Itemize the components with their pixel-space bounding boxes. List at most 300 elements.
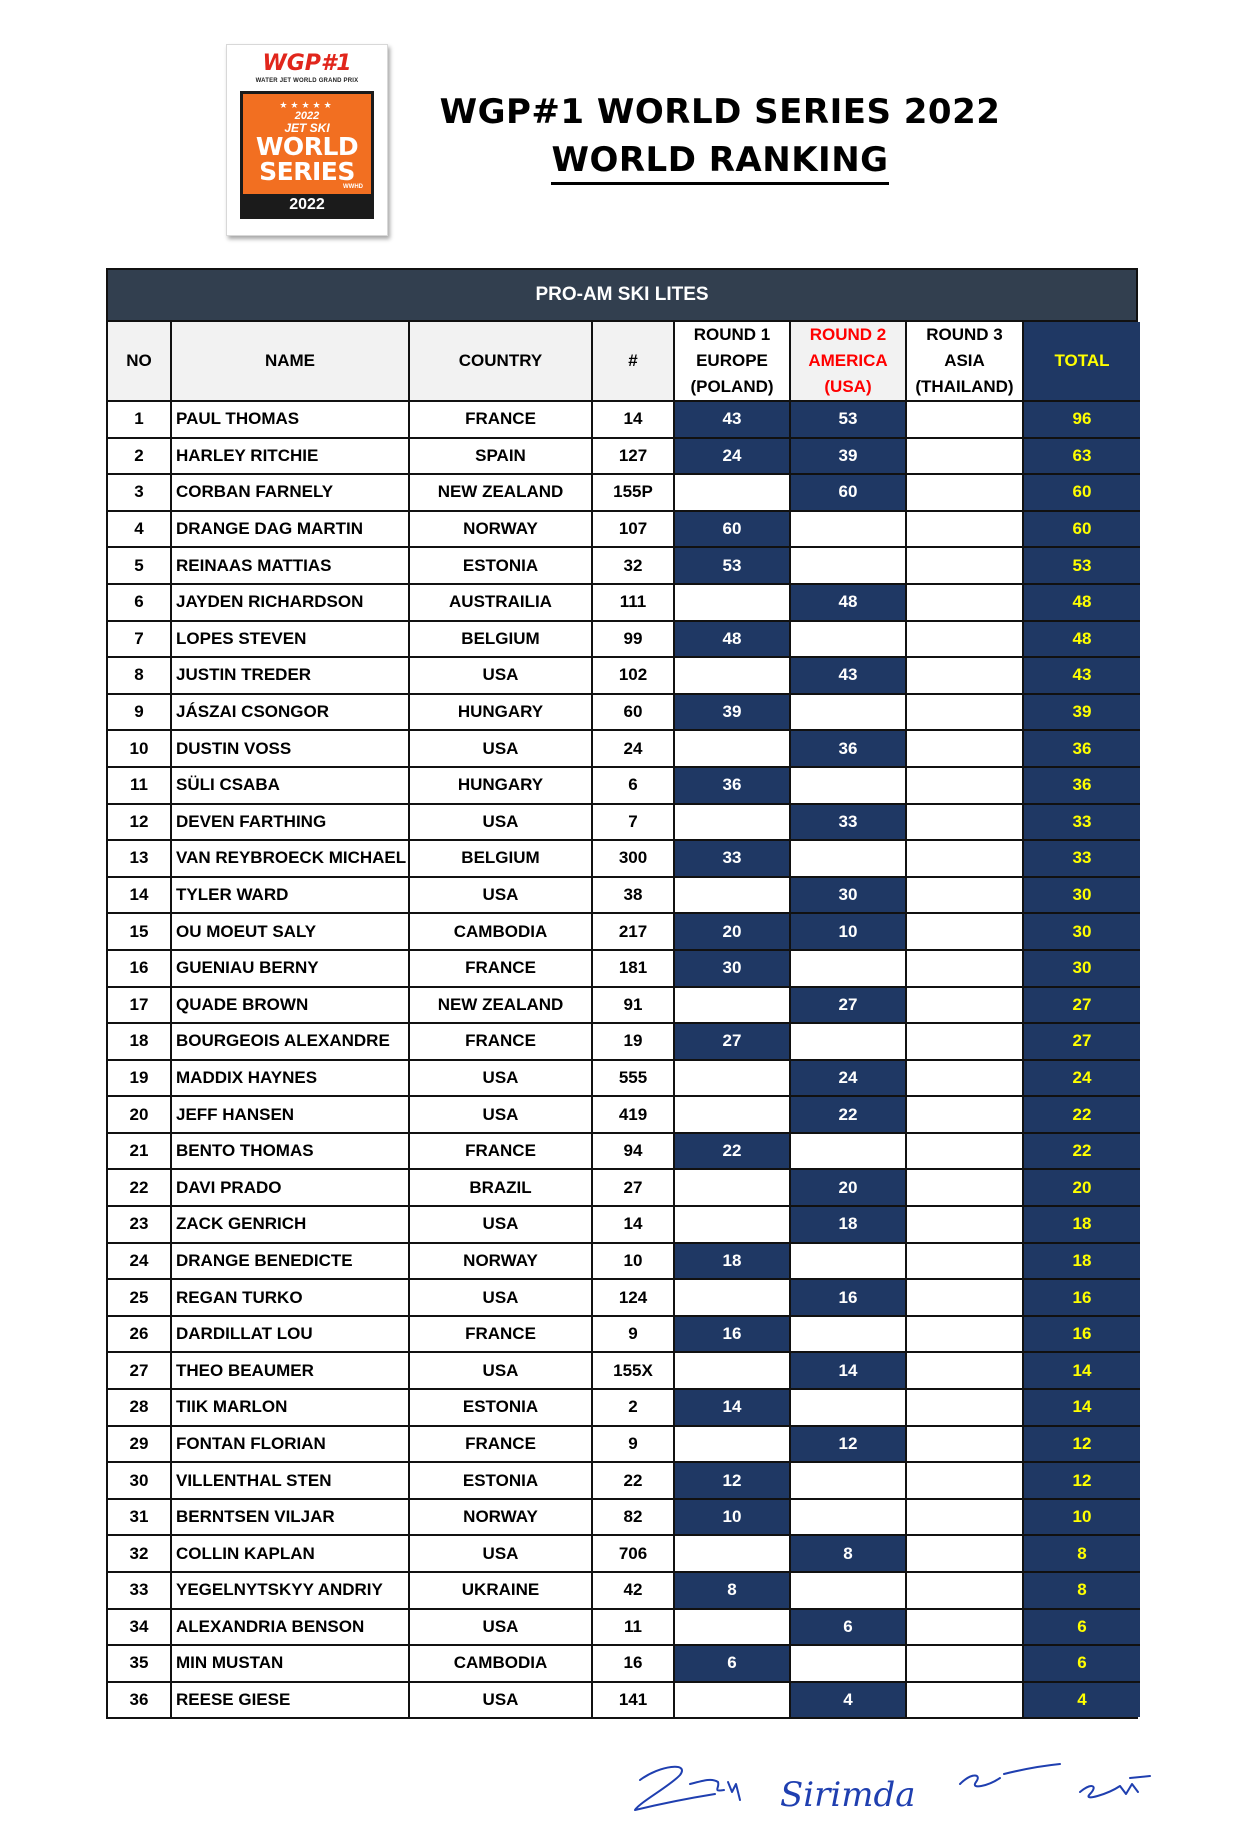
round2-country: (USA): [824, 377, 872, 396]
cell-round1: 8: [674, 1572, 790, 1609]
cell-name: SÜLI CSABA: [171, 767, 409, 804]
cell-number: 24: [592, 730, 674, 767]
cell-number: 2: [592, 1389, 674, 1426]
cell-total: 27: [1023, 987, 1140, 1024]
table-row: [108, 474, 1140, 511]
table-row: [108, 730, 1140, 767]
cell-no: 25: [108, 1279, 171, 1316]
cell-round2: [790, 1462, 906, 1499]
cell-round1: 30: [674, 950, 790, 987]
table-row: [108, 1133, 1140, 1170]
cell-round3: [906, 1023, 1023, 1060]
cell-round1: [674, 1279, 790, 1316]
cell-no: 9: [108, 694, 171, 731]
cell-round3: [906, 840, 1023, 877]
cell-round2: [790, 547, 906, 584]
table-row: [108, 987, 1140, 1024]
cell-no: 12: [108, 804, 171, 841]
cell-number: 16: [592, 1645, 674, 1682]
table-row: [108, 547, 1140, 584]
cell-name: OU MOEUT SALY: [171, 913, 409, 950]
cell-number: 42: [592, 1572, 674, 1609]
logo-world: WORLD: [255, 132, 359, 161]
cell-number: 14: [592, 1206, 674, 1243]
cell-round1: [674, 804, 790, 841]
table-row: [108, 401, 1140, 438]
cell-country: NORWAY: [409, 511, 592, 548]
cell-country: ESTONIA: [409, 1462, 592, 1499]
cell-country: FRANCE: [409, 950, 592, 987]
cell-round3: [906, 877, 1023, 914]
cell-number: 127: [592, 438, 674, 475]
cell-total: 39: [1023, 694, 1140, 731]
cell-name: THEO BEAUMER: [171, 1352, 409, 1389]
cell-no: 36: [108, 1682, 171, 1718]
cell-no: 14: [108, 877, 171, 914]
table-row: [108, 1206, 1140, 1243]
cell-country: AUSTRAILIA: [409, 584, 592, 621]
cell-round1: [674, 474, 790, 511]
cell-country: HUNGARY: [409, 694, 592, 731]
cell-round1: [674, 1609, 790, 1646]
cell-round2: [790, 840, 906, 877]
cell-round3: [906, 1352, 1023, 1389]
cell-number: 82: [592, 1499, 674, 1536]
cell-round2: [790, 1389, 906, 1426]
cell-country: FRANCE: [409, 1426, 592, 1463]
cell-country: BELGIUM: [409, 621, 592, 658]
cell-number: 19: [592, 1023, 674, 1060]
table-row: [108, 694, 1140, 731]
logo-org: WWHD: [343, 184, 363, 190]
cell-round3: [906, 1169, 1023, 1206]
cell-round3: [906, 1682, 1023, 1718]
cell-country: USA: [409, 1352, 592, 1389]
cell-round1: 53: [674, 547, 790, 584]
cell-country: USA: [409, 730, 592, 767]
cell-name: DUSTIN VOSS: [171, 730, 409, 767]
cell-name: JUSTIN TREDER: [171, 657, 409, 694]
cell-round2: 27: [790, 987, 906, 1024]
cell-total: 6: [1023, 1645, 1140, 1682]
cell-total: 63: [1023, 438, 1140, 475]
cell-round3: [906, 694, 1023, 731]
cell-no: 20: [108, 1096, 171, 1133]
cell-round3: [906, 438, 1023, 475]
cell-country: CAMBODIA: [409, 1645, 592, 1682]
logo-brand-block: [239, 51, 375, 87]
cell-round1: 18: [674, 1243, 790, 1280]
cell-number: 22: [592, 1462, 674, 1499]
col-header-country: COUNTRY: [409, 322, 592, 401]
cell-number: 107: [592, 511, 674, 548]
cell-country: NEW ZEALAND: [409, 987, 592, 1024]
cell-round2: 30: [790, 877, 906, 914]
table-row: [108, 1352, 1140, 1389]
cell-round3: [906, 913, 1023, 950]
table-row: [108, 1279, 1140, 1316]
table-row: [108, 1389, 1140, 1426]
cell-total: 24: [1023, 1060, 1140, 1097]
cell-round2: 24: [790, 1060, 906, 1097]
cell-round3: [906, 511, 1023, 548]
cell-country: CAMBODIA: [409, 913, 592, 950]
cell-name: COLLIN KAPLAN: [171, 1535, 409, 1572]
cell-round3: [906, 1645, 1023, 1682]
cell-round1: 22: [674, 1133, 790, 1170]
cell-name: DARDILLAT LOU: [171, 1316, 409, 1353]
cell-round3: [906, 804, 1023, 841]
col-header-total: TOTAL: [1023, 322, 1140, 401]
cell-round3: [906, 584, 1023, 621]
cell-name: REINAAS MATTIAS: [171, 547, 409, 584]
table-row: [108, 511, 1140, 548]
table-row: [108, 767, 1140, 804]
cell-total: 6: [1023, 1609, 1140, 1646]
cell-total: 14: [1023, 1352, 1140, 1389]
cell-round1: [674, 877, 790, 914]
cell-round3: [906, 1060, 1023, 1097]
cell-round1: 33: [674, 840, 790, 877]
cell-country: UKRAINE: [409, 1572, 592, 1609]
cell-round1: [674, 1426, 790, 1463]
cell-round1: 43: [674, 401, 790, 438]
cell-round3: [906, 474, 1023, 511]
cell-name: DRANGE BENEDICTE: [171, 1243, 409, 1280]
cell-round2: [790, 1572, 906, 1609]
cell-round1: 14: [674, 1389, 790, 1426]
cell-total: 33: [1023, 840, 1140, 877]
cell-total: 27: [1023, 1023, 1140, 1060]
cell-no: 32: [108, 1535, 171, 1572]
cell-name: VAN REYBROECK MICHAEL: [171, 840, 409, 877]
cell-number: 91: [592, 987, 674, 1024]
cell-no: 7: [108, 621, 171, 658]
cell-name: ZACK GENRICH: [171, 1206, 409, 1243]
cell-country: USA: [409, 1279, 592, 1316]
cell-no: 29: [108, 1426, 171, 1463]
cell-round2: [790, 621, 906, 658]
cell-round3: [906, 1133, 1023, 1170]
cell-round1: 24: [674, 438, 790, 475]
table-row: [108, 1316, 1140, 1353]
table-row: [108, 657, 1140, 694]
cell-number: 124: [592, 1279, 674, 1316]
cell-total: 18: [1023, 1243, 1140, 1280]
cell-no: 30: [108, 1462, 171, 1499]
cell-round2: 22: [790, 1096, 906, 1133]
cell-round2: 14: [790, 1352, 906, 1389]
cell-round3: [906, 401, 1023, 438]
col-header-round1: [674, 322, 790, 401]
cell-name: TYLER WARD: [171, 877, 409, 914]
col-header-round3: [906, 322, 1023, 401]
cell-number: 111: [592, 584, 674, 621]
cell-round3: [906, 1206, 1023, 1243]
cell-name: ALEXANDRIA BENSON: [171, 1609, 409, 1646]
cell-total: 36: [1023, 730, 1140, 767]
cell-number: 10: [592, 1243, 674, 1280]
cell-name: DAVI PRADO: [171, 1169, 409, 1206]
cell-number: 7: [592, 804, 674, 841]
cell-name: LOPES STEVEN: [171, 621, 409, 658]
table-row: [108, 1499, 1140, 1536]
round1-region: EUROPE: [696, 351, 768, 370]
cell-round3: [906, 1426, 1023, 1463]
cell-no: 16: [108, 950, 171, 987]
cell-no: 4: [108, 511, 171, 548]
cell-round3: [906, 1279, 1023, 1316]
ranking-table: [108, 322, 1140, 1717]
cell-round2: [790, 511, 906, 548]
cell-name: DRANGE DAG MARTIN: [171, 511, 409, 548]
cell-number: 181: [592, 950, 674, 987]
cell-country: USA: [409, 1206, 592, 1243]
cell-round2: 36: [790, 730, 906, 767]
cell-total: 12: [1023, 1426, 1140, 1463]
cell-number: 155P: [592, 474, 674, 511]
cell-name: QUADE BROWN: [171, 987, 409, 1024]
cell-name: FONTAN FLORIAN: [171, 1426, 409, 1463]
cell-number: 141: [592, 1682, 674, 1718]
table-row: [108, 840, 1140, 877]
cell-number: 99: [592, 621, 674, 658]
cell-name: JEFF HANSEN: [171, 1096, 409, 1133]
cell-round2: 20: [790, 1169, 906, 1206]
cell-number: 38: [592, 877, 674, 914]
cell-total: 8: [1023, 1572, 1140, 1609]
cell-total: 60: [1023, 474, 1140, 511]
cell-round2: 60: [790, 474, 906, 511]
cell-number: 555: [592, 1060, 674, 1097]
table-row: [108, 877, 1140, 914]
col-header-round2: [790, 322, 906, 401]
cell-round2: 18: [790, 1206, 906, 1243]
cell-total: 60: [1023, 511, 1140, 548]
cell-number: 14: [592, 401, 674, 438]
round3-label: ROUND 3: [926, 325, 1003, 344]
cell-country: ESTONIA: [409, 547, 592, 584]
cell-total: 36: [1023, 767, 1140, 804]
cell-total: 33: [1023, 804, 1140, 841]
round3-country: (THAILAND): [915, 377, 1014, 396]
cell-round1: [674, 1060, 790, 1097]
cell-name: PAUL THOMAS: [171, 401, 409, 438]
logo-year-small: 2022: [294, 110, 320, 122]
cell-no: 15: [108, 913, 171, 950]
cell-round3: [906, 1389, 1023, 1426]
cell-country: ESTONIA: [409, 1389, 592, 1426]
cell-name: BOURGEOIS ALEXANDRE: [171, 1023, 409, 1060]
cell-round2: [790, 1023, 906, 1060]
cell-no: 18: [108, 1023, 171, 1060]
table-row: [108, 1060, 1140, 1097]
cell-round1: [674, 987, 790, 1024]
cell-total: 30: [1023, 950, 1140, 987]
logo-stars: ★★★★★: [279, 100, 335, 110]
logo-series: SERIES: [259, 157, 355, 186]
cell-number: 11: [592, 1609, 674, 1646]
logo-year-bar: 2022: [243, 194, 371, 216]
cell-round1: [674, 1096, 790, 1133]
cell-country: BRAZIL: [409, 1169, 592, 1206]
ranking-board: [106, 268, 1138, 1719]
cell-country: HUNGARY: [409, 767, 592, 804]
cell-round1: [674, 1352, 790, 1389]
cell-no: 5: [108, 547, 171, 584]
round2-region: AMERICA: [808, 351, 888, 370]
cell-number: 706: [592, 1535, 674, 1572]
cell-round1: 16: [674, 1316, 790, 1353]
cell-round2: 12: [790, 1426, 906, 1463]
cell-no: 2: [108, 438, 171, 475]
cell-country: BELGIUM: [409, 840, 592, 877]
cell-round3: [906, 950, 1023, 987]
cell-round2: [790, 1316, 906, 1353]
cell-round2: [790, 1243, 906, 1280]
cell-total: 12: [1023, 1462, 1140, 1499]
table-row: [108, 1645, 1140, 1682]
cell-name: REESE GIESE: [171, 1682, 409, 1718]
cell-no: 28: [108, 1389, 171, 1426]
logo-jet-ski: JET SKI: [284, 121, 330, 135]
cell-round1: [674, 1682, 790, 1718]
cell-round1: [674, 730, 790, 767]
cell-no: 31: [108, 1499, 171, 1536]
cell-round1: 36: [674, 767, 790, 804]
cell-name: BERNTSEN VILJAR: [171, 1499, 409, 1536]
round2-label: ROUND 2: [809, 325, 887, 344]
cell-round2: 48: [790, 584, 906, 621]
cell-round3: [906, 767, 1023, 804]
cell-no: 11: [108, 767, 171, 804]
table-header-row: [108, 322, 1140, 401]
cell-round2: 8: [790, 1535, 906, 1572]
cell-round1: [674, 657, 790, 694]
cell-country: USA: [409, 1682, 592, 1718]
cell-country: USA: [409, 877, 592, 914]
cell-name: JÁSZAI CSONGOR: [171, 694, 409, 731]
table-row: [108, 584, 1140, 621]
cell-total: 18: [1023, 1206, 1140, 1243]
cell-round2: [790, 1499, 906, 1536]
cell-total: 30: [1023, 877, 1140, 914]
cell-country: FRANCE: [409, 1023, 592, 1060]
cell-name: JAYDEN RICHARDSON: [171, 584, 409, 621]
cell-total: 43: [1023, 657, 1140, 694]
cell-total: 16: [1023, 1279, 1140, 1316]
cell-number: 419: [592, 1096, 674, 1133]
cell-no: 23: [108, 1206, 171, 1243]
cell-number: 217: [592, 913, 674, 950]
ranking-table-body: [108, 401, 1140, 1717]
cell-round3: [906, 547, 1023, 584]
cell-round2: 4: [790, 1682, 906, 1718]
cell-name: BENTO THOMAS: [171, 1133, 409, 1170]
signature-3: [960, 1764, 1060, 1786]
cell-no: 33: [108, 1572, 171, 1609]
cell-country: SPAIN: [409, 438, 592, 475]
cell-no: 24: [108, 1243, 171, 1280]
table-row: [108, 1096, 1140, 1133]
cell-round3: [906, 1243, 1023, 1280]
cell-country: USA: [409, 1609, 592, 1646]
cell-round3: [906, 1609, 1023, 1646]
cell-total: 30: [1023, 913, 1140, 950]
round1-country: (POLAND): [690, 377, 774, 396]
table-row: [108, 1169, 1140, 1206]
logo-brand: WGP#1: [262, 51, 352, 76]
cell-round3: [906, 987, 1023, 1024]
cell-total: 16: [1023, 1316, 1140, 1353]
cell-number: 155X: [592, 1352, 674, 1389]
cell-country: NORWAY: [409, 1499, 592, 1536]
cell-country: FRANCE: [409, 1316, 592, 1353]
cell-round1: 20: [674, 913, 790, 950]
cell-country: USA: [409, 657, 592, 694]
cell-name: TIIK MARLON: [171, 1389, 409, 1426]
cell-round3: [906, 1499, 1023, 1536]
cell-country: FRANCE: [409, 401, 592, 438]
cell-country: USA: [409, 1060, 592, 1097]
cell-round1: [674, 1169, 790, 1206]
category-header: PRO-AM SKI LITES: [108, 270, 1136, 322]
cell-no: 34: [108, 1609, 171, 1646]
cell-total: 14: [1023, 1389, 1140, 1426]
table-row: [108, 1023, 1140, 1060]
cell-name: YEGELNYTSKYY ANDRIY: [171, 1572, 409, 1609]
cell-round3: [906, 621, 1023, 658]
cell-round2: 53: [790, 401, 906, 438]
cell-round2: [790, 1133, 906, 1170]
cell-round2: 16: [790, 1279, 906, 1316]
cell-name: VILLENTHAL STEN: [171, 1462, 409, 1499]
table-row: [108, 1243, 1140, 1280]
cell-round2: 43: [790, 657, 906, 694]
cell-total: 8: [1023, 1535, 1140, 1572]
cell-round3: [906, 1316, 1023, 1353]
cell-name: HARLEY RITCHIE: [171, 438, 409, 475]
cell-name: CORBAN FARNELY: [171, 474, 409, 511]
cell-round1: [674, 1206, 790, 1243]
cell-country: NORWAY: [409, 1243, 592, 1280]
cell-number: 300: [592, 840, 674, 877]
cell-round2: 6: [790, 1609, 906, 1646]
cell-no: 10: [108, 730, 171, 767]
signatures: [620, 1720, 1160, 1830]
cell-round1: 27: [674, 1023, 790, 1060]
cell-total: 4: [1023, 1682, 1140, 1718]
round3-region: ASIA: [944, 351, 985, 370]
cell-no: 22: [108, 1169, 171, 1206]
logo-tagline: WATER JET WORLD GRAND PRIX: [255, 78, 359, 84]
cell-no: 19: [108, 1060, 171, 1097]
cell-round2: [790, 767, 906, 804]
cell-name: MIN MUSTAN: [171, 1645, 409, 1682]
cell-round1: 12: [674, 1462, 790, 1499]
cell-country: USA: [409, 1535, 592, 1572]
cell-round1: [674, 584, 790, 621]
page-subtitle: WORLD RANKING: [551, 140, 888, 185]
cell-total: 48: [1023, 584, 1140, 621]
cell-total: 22: [1023, 1096, 1140, 1133]
cell-total: 22: [1023, 1133, 1140, 1170]
cell-round1: 6: [674, 1645, 790, 1682]
signature-4: [1080, 1776, 1150, 1797]
cell-name: REGAN TURKO: [171, 1279, 409, 1316]
cell-round3: [906, 1572, 1023, 1609]
cell-name: DEVEN FARTHING: [171, 804, 409, 841]
